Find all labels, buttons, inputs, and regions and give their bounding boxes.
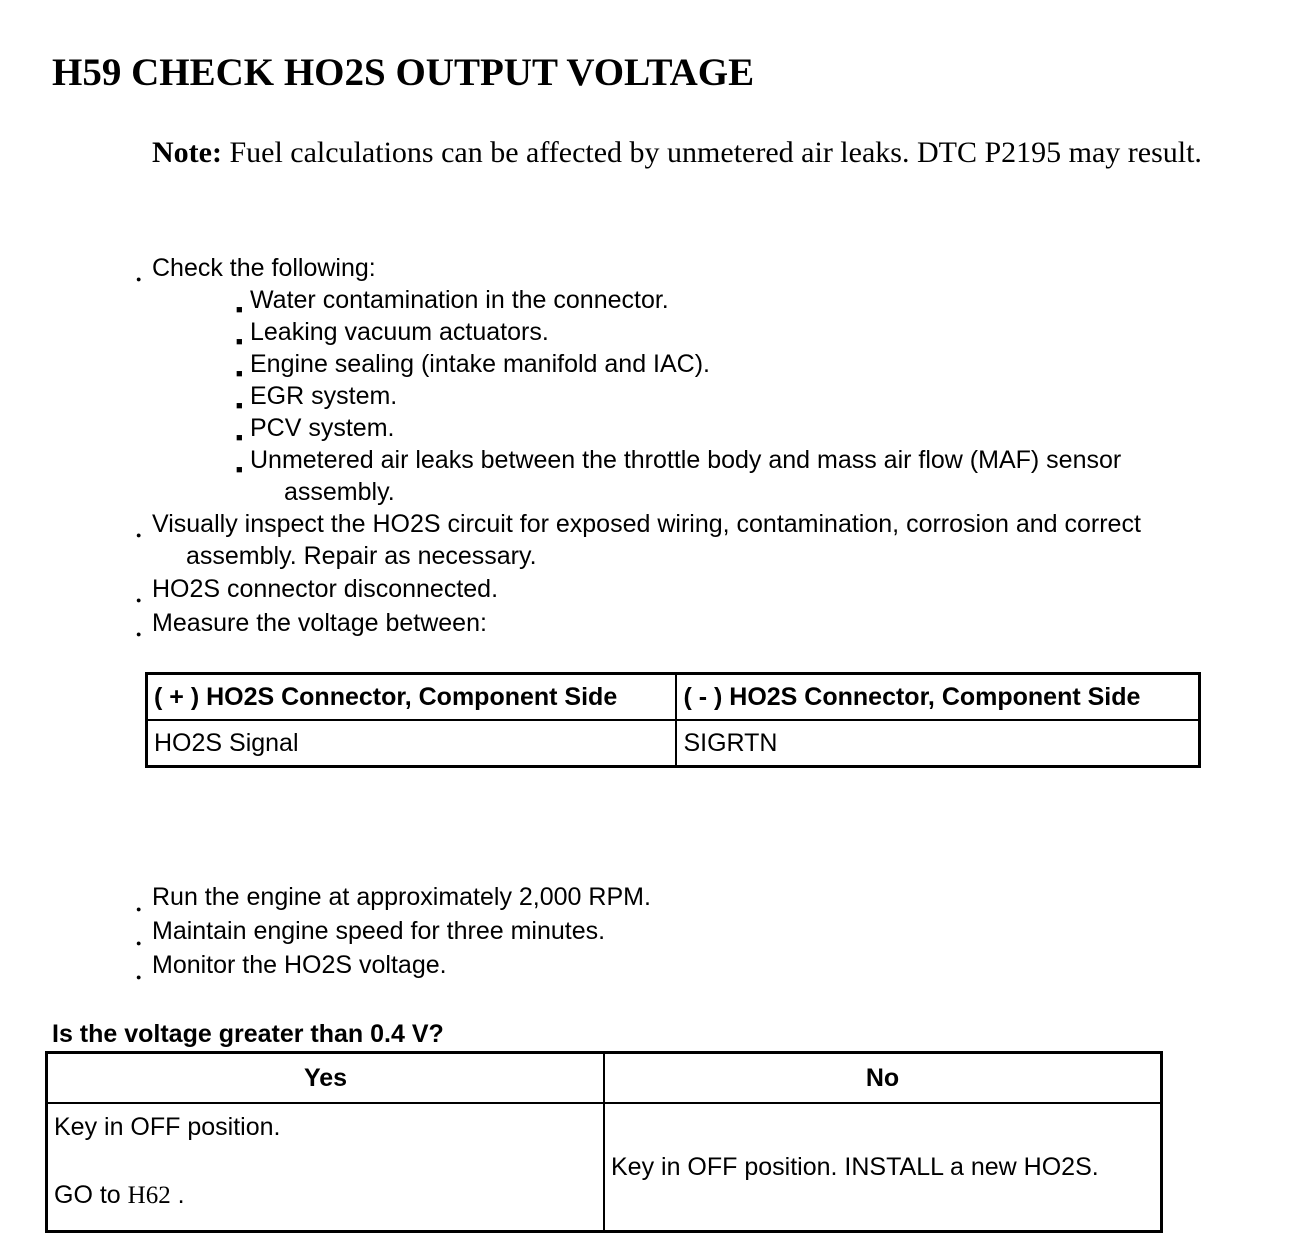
no-cell [604,1103,1162,1232]
table-cell: SIGRTN [676,720,1199,767]
goto-link[interactable]: H62 [127,1182,171,1209]
table-header-row [147,674,1200,721]
list-item: ● Check the following: [136,252,1296,284]
result-table [45,1051,1163,1233]
list-item: ■ PCV system. [236,412,1296,444]
table-cell: HO2S Signal [147,720,677,767]
list-item: ● Maintain engine speed for three minutes. [136,914,1236,948]
no-header: No [604,1053,1162,1104]
note-block [152,134,1262,172]
note-text: Fuel calculations can be affected by unmetered air leaks. DTC P2195 may result. [229,136,1202,169]
list-item: ● HO2S connector disconnected. [136,573,1296,605]
list-item: ■ Leaking vacuum actuators. [236,316,1296,348]
check-list [136,252,1296,639]
list-item: ■ Engine sealing (intake manifold and IAC). [236,348,1296,380]
question-heading: Is the voltage greater than 0.4 V? [52,1020,444,1048]
list-item: ■ EGR system. [236,380,1296,412]
list-item: ● Run the engine at approximately 2,000 RPM. [136,880,1236,914]
goto-instruction: GO to H62 . [54,1181,185,1209]
list-item: ● Measure the voltage between: [136,607,1296,639]
note-label: Note: [152,136,222,169]
list-item: ● Visually inspect the HO2S circuit for exposed wiring, contamination, corrosion and correct assembly. Repair as necessary. [136,508,1296,572]
table-row [47,1103,1162,1232]
page-title: H59 CHECK HO2S OUTPUT VOLTAGE [52,51,755,94]
table-header-cell: ( + ) HO2S Connector, Component Side [147,674,677,721]
no-instruction: Key in OFF position. INSTALL a new HO2S. [611,1153,1099,1181]
measurement-table [145,672,1201,768]
table-header-cell: ( - ) HO2S Connector, Component Side [676,674,1199,721]
table-header-row [47,1053,1162,1104]
procedure-list [136,880,1236,982]
list-item: ■ Unmetered air leaks between the throttle body and mass air flow (MAF) sensor assembly. [236,444,1296,508]
table-row [147,720,1200,767]
yes-header: Yes [47,1053,605,1104]
yes-cell [47,1103,605,1232]
list-item: ● Monitor the HO2S voltage. [136,948,1236,982]
list-item: ■ Water contamination in the connector. [236,284,1296,316]
yes-instruction: Key in OFF position. [54,1113,281,1141]
